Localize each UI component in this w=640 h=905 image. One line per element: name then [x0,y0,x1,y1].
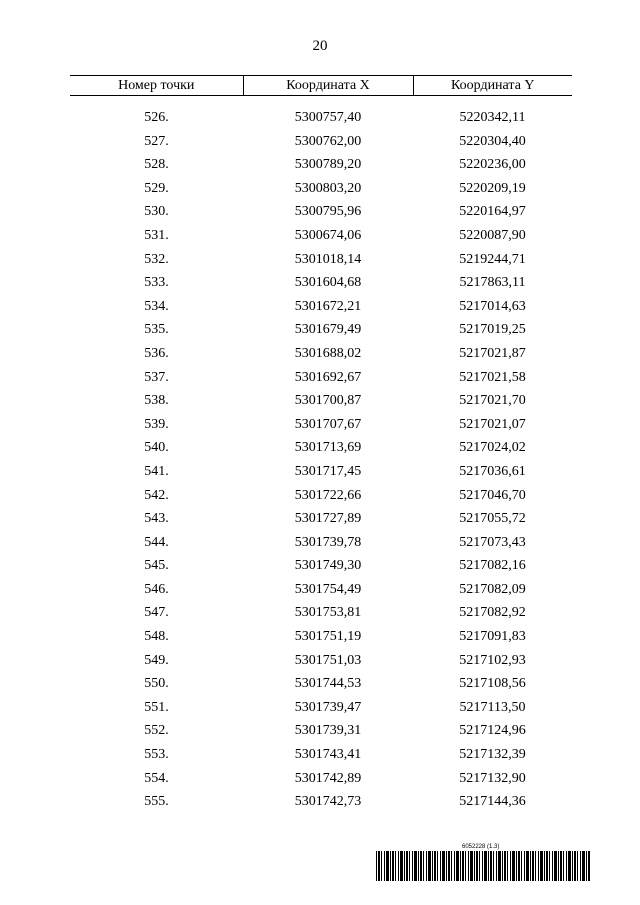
cell-point-number: 537. [144,369,169,385]
cell-coordinate-y: 5220342,11 [459,110,526,125]
cell-point-number: 539. [144,416,169,432]
cell-coordinate-y: 5220164,97 [459,204,526,220]
table-row [70,224,572,248]
barcode-image [376,851,590,881]
table-row [70,507,572,531]
cell-coordinate-x: 5301754,49 [294,581,362,597]
table-row [70,649,572,673]
table-row [70,436,572,460]
cell-coordinate-y: 5217132,39 [459,747,526,763]
cell-point-number: 530. [144,204,169,220]
table-row [70,601,572,625]
table-row [70,366,572,390]
cell-coordinate-y: 5220087,90 [459,227,526,243]
cell-coordinate-y: 5217144,36 [459,794,526,810]
cell-coordinate-x: 5301744,53 [294,676,362,692]
cell-coordinate-y: 5220304,40 [459,133,526,149]
cell-point-number: 551. [144,699,169,715]
table-row [70,460,572,484]
cell-coordinate-x: 5301700,87 [294,393,362,409]
cell-coordinate-y: 5217082,16 [459,558,526,574]
table-row [70,248,572,272]
cell-coordinate-x: 5301739,31 [294,723,362,739]
table-row [70,696,572,720]
header-coordinate-y: Координата Y [413,76,572,96]
cell-point-number: 540. [144,440,169,456]
cell-coordinate-y: 5217073,43 [459,534,526,550]
cell-coordinate-y: 5217021,70 [459,393,526,409]
cell-coordinate-y: 5217082,92 [459,605,526,621]
cell-coordinate-y: 5217091,83 [459,629,526,645]
cell-point-number: 538. [144,393,169,409]
table-row [70,413,572,437]
cell-coordinate-x: 5301751,03 [294,652,362,668]
cell-point-number: 544. [144,534,169,550]
cell-point-number: 547. [144,605,169,621]
cell-coordinate-y: 5217863,11 [459,275,526,291]
cell-point-number: 554. [144,770,169,786]
cell-coordinate-y: 5217108,56 [459,676,526,692]
table-row [70,271,572,295]
cell-coordinate-y: 5217036,61 [459,463,526,479]
cell-coordinate-x: 5301722,66 [294,487,362,503]
table-row [70,130,572,154]
table-row [70,153,572,177]
cell-point-number: 555. [144,794,169,810]
table-row [70,96,572,130]
cell-point-number: 533. [144,275,169,291]
cell-coordinate-y: 5220209,19 [459,180,526,196]
cell-coordinate-y: 5219244,71 [459,251,526,267]
cell-coordinate-x: 5300762,00 [294,133,362,149]
cell-coordinate-x: 5300757,40 [294,110,362,125]
table-row [70,295,572,319]
cell-coordinate-y: 5217124,96 [459,723,526,739]
cell-coordinate-x: 5301739,47 [294,699,362,715]
cell-coordinate-x: 5301707,67 [294,416,362,432]
cell-point-number: 543. [144,511,169,527]
cell-coordinate-y: 5217055,72 [459,511,526,527]
cell-point-number: 535. [144,322,169,338]
header-point-number: Номер точки [70,76,243,96]
cell-point-number: 531. [144,227,169,243]
cell-coordinate-y: 5217021,58 [459,369,526,385]
cell-coordinate-x: 5301753,81 [294,605,362,621]
cell-coordinate-x: 5300789,20 [294,157,362,173]
cell-point-number: 546. [144,581,169,597]
table-row [70,342,572,366]
cell-point-number: 550. [144,676,169,692]
cell-coordinate-x: 5301018,14 [294,251,362,267]
cell-coordinate-x: 5301727,89 [294,511,362,527]
cell-point-number: 528. [144,157,169,173]
cell-point-number: 541. [144,463,169,479]
cell-coordinate-x: 5300674,06 [294,227,362,243]
barcode-block [376,844,590,881]
table-row [70,389,572,413]
cell-point-number: 534. [144,298,169,314]
cell-coordinate-x: 5300803,20 [294,180,362,196]
cell-coordinate-x: 5301672,21 [294,298,362,314]
page-number: 20 [312,38,328,54]
cell-coordinate-x: 5301751,19 [294,629,362,645]
cell-coordinate-x: 5301692,67 [294,369,362,385]
table-body [70,96,572,814]
cell-coordinate-y: 5217046,70 [459,487,526,503]
cell-coordinate-y: 5220236,00 [459,157,526,173]
cell-coordinate-x: 5301679,49 [294,322,362,338]
cell-point-number: 545. [144,558,169,574]
cell-coordinate-x: 5301742,73 [294,794,362,810]
cell-point-number: 527. [144,133,169,149]
cell-coordinate-x: 5301749,30 [294,558,362,574]
cell-point-number: 529. [144,180,169,196]
table-row [70,578,572,602]
table-row [70,790,572,814]
cell-coordinate-y: 5217014,63 [459,298,526,314]
table-header-row [70,76,572,96]
barcode-caption: 6052228 (1.3) [462,844,500,850]
cell-point-number: 548. [144,629,169,645]
table-row [70,554,572,578]
cell-coordinate-x: 5301713,69 [294,440,362,456]
cell-coordinate-y: 5217132,90 [459,770,526,786]
table-row [70,767,572,791]
table-row [70,177,572,201]
cell-coordinate-y: 5217021,87 [459,345,526,361]
table-row [70,672,572,696]
cell-point-number: 526. [144,110,169,125]
cell-coordinate-y: 5217024,02 [459,440,526,456]
cell-coordinate-x: 5301717,45 [294,463,362,479]
cell-coordinate-y: 5217102,93 [459,652,526,668]
cell-point-number: 552. [144,723,169,739]
cell-coordinate-x: 5301604,68 [294,275,362,291]
cell-point-number: 536. [144,345,169,361]
cell-coordinate-x: 5301742,89 [294,770,362,786]
table-row [70,743,572,767]
cell-point-number: 542. [144,487,169,503]
cell-coordinate-x: 5300795,96 [294,204,362,220]
table-row [70,531,572,555]
cell-point-number: 553. [144,747,169,763]
cell-coordinate-x: 5301688,02 [294,345,362,361]
header-coordinate-x: Координата X [243,76,413,96]
cell-coordinate-y: 5217021,07 [459,416,526,432]
table-row [70,318,572,342]
cell-coordinate-y: 5217082,09 [459,581,526,597]
cell-coordinate-x: 5301743,41 [294,747,362,763]
table-row [70,484,572,508]
table-row [70,625,572,649]
cell-coordinate-x: 5301739,78 [294,534,362,550]
table-row [70,719,572,743]
cell-point-number: 549. [144,652,169,668]
coordinates-table [70,75,572,814]
table-row [70,200,572,224]
cell-coordinate-y: 5217019,25 [459,322,526,338]
cell-coordinate-y: 5217113,50 [459,699,526,715]
cell-point-number: 532. [144,251,169,267]
